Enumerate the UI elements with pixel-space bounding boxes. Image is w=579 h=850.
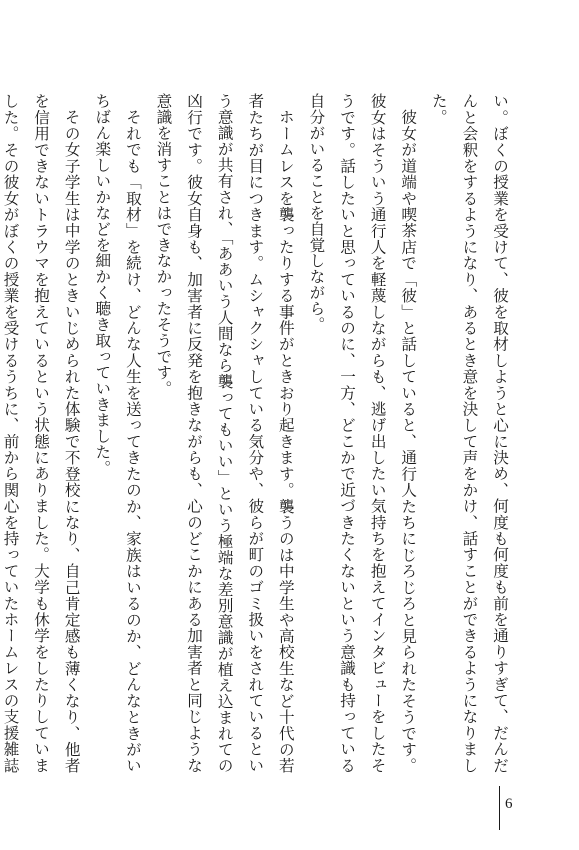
page-number-rule [499, 786, 500, 830]
paragraph-5: その女子学生は中学のときいじめられた体験で不登校になり、自己肯定感も薄くなり、他者を信用できないトラウマを抱えているという状態にありました。大学も休学をしたりしていました。その彼女がぼくの授業を受けるうちに、前から関心を持っていたホームレスの支援雑誌 [1, 93, 81, 773]
paragraph-4: それでも「取材」を続け、どんな人生を送ってきたのか、家族はいるのか、どんなときがいちばん楽しいかなどを細かく聴き取っていきました。 [93, 93, 142, 773]
page-number: 6 [505, 796, 513, 812]
paragraph-3: ホームレスを襲ったりする事件がときおり起きます。襲うのは中学生や高校生など十代の若者たちが目につきます。ムシャクシャしている気分や、彼らが町のゴミ扱いをされているという意識が共有され、「ああいう人間なら襲ってもいい」という極端な差別意識が植え込まれての凶行です。彼女自身も、加害者に反発を抱きながらも、心のどこかにある加害者と同じような意識を消すことはできなかったそうです。 [154, 93, 295, 773]
paragraph-2: 彼女が道端や喫茶店で「彼」と話していると、通行人たちにじろじろと見られたそうです。彼女はそういう通行人を軽蔑しながらも、逃げ出したい気持ちを抱えてインタビューをしたそうです。話したいと思っているのに、一方、どこかで近づきたくないという意識も持っている自分がいることを自覚しながら。 [307, 93, 418, 773]
paragraph-1: い。ぼくの授業を受けて、彼を取材しようと心に決め、何度も何度も前を通りすぎて、だんだんと会釈をするようになり、あるとき意を決して声をかけ、話すことができるようになりました。 [429, 93, 509, 773]
vertical-text-block [1, 93, 515, 773]
